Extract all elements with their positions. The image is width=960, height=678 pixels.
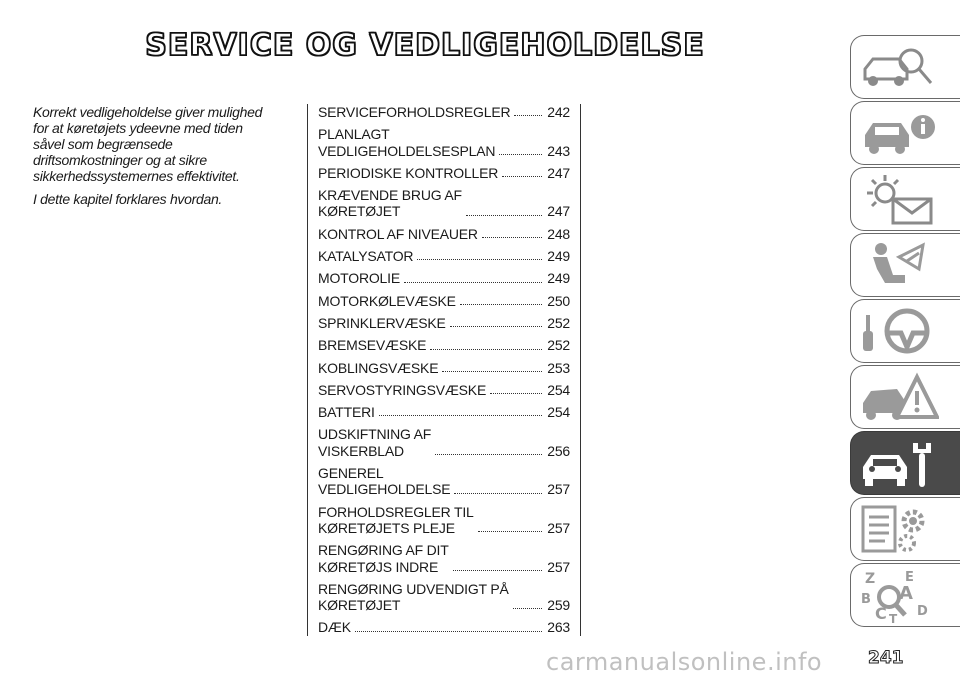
- toc-entry[interactable]: [318, 382, 570, 398]
- toc-entry-page: 254: [547, 381, 570, 398]
- toc-entry-page: 247: [547, 203, 570, 220]
- toc-entry-page: 257: [547, 481, 570, 498]
- toc-entry[interactable]: [318, 465, 570, 498]
- toc-entry[interactable]: [318, 404, 570, 420]
- toc-entry-page: 257: [547, 519, 570, 536]
- tab-car-info[interactable]: [850, 101, 960, 165]
- toc-dot-leader: [355, 631, 542, 632]
- toc-dot-leader: [450, 326, 542, 327]
- toc-entry-label: PLANLAGT VEDLIGEHOLDELSESPLAN: [318, 126, 496, 159]
- toc-dot-leader: [502, 176, 542, 177]
- toc-dot-leader: [442, 371, 542, 372]
- toc-entry[interactable]: [318, 581, 570, 614]
- toc-entry-label: KATALYSATOR: [318, 248, 414, 265]
- index-letter-t: T: [889, 612, 898, 623]
- toc-entry-label: BREMSEVÆSKE: [318, 337, 427, 354]
- toc-entry-page: 250: [547, 292, 570, 309]
- toc-entry[interactable]: [318, 126, 570, 159]
- toc-entry[interactable]: [318, 315, 570, 331]
- toc-dot-leader: [379, 415, 542, 416]
- toc-dot-leader: [499, 154, 542, 155]
- tab-index[interactable]: [850, 563, 960, 627]
- seat-airbag-icon: [859, 239, 939, 293]
- toc-dot-leader: [460, 304, 542, 305]
- toc-dot-leader: [454, 493, 542, 494]
- toc-entry-label: RENGØRING UDVENDIGT PÅ KØRETØJET: [318, 580, 509, 614]
- toc-entry-label: BATTERI: [318, 404, 375, 421]
- list-gears-icon: [859, 503, 939, 557]
- toc-entry[interactable]: [318, 293, 570, 309]
- tab-car-search[interactable]: [850, 35, 960, 99]
- toc-entry-page: 253: [547, 359, 570, 376]
- toc-entry-label: PERIODISKE KONTROLLER: [318, 164, 499, 181]
- toc-entry-page: 256: [547, 442, 570, 459]
- index-letter-b: B: [861, 592, 871, 607]
- toc-entry-page: 259: [547, 597, 570, 614]
- toc-entry-page: 249: [547, 248, 570, 265]
- toc-entry-label: FORHOLDSREGLER TIL KØRETØJETS PLEJE: [318, 503, 474, 536]
- page-number: 241: [868, 648, 904, 668]
- toc-entry-page: 254: [547, 404, 570, 421]
- index-letters-magnifier-icon: [859, 569, 939, 623]
- toc-entry[interactable]: [318, 187, 570, 220]
- toc-entry-page: 252: [547, 314, 570, 331]
- toc-entry-label: MOTORKØLEVÆSKE: [318, 292, 456, 309]
- toc-dot-leader: [404, 282, 542, 283]
- intro-paragraph-1: Korrekt vedligeholdelse giver mulighed for at køretøjets ydeevne med tiden såvel som begrænsede driftsomkostninger og at sikre sikkerhedssystemernes effektivitet.: [33, 104, 263, 184]
- key-steering-wheel-icon: [859, 305, 939, 359]
- toc-entry-label: UDSKIFTNING AF VISKERBLAD: [318, 426, 432, 459]
- toc-entry-label: GENEREL VEDLIGEHOLDELSE: [318, 465, 451, 498]
- car-warning-triangle-icon: [859, 371, 939, 425]
- column-divider-right: [580, 104, 581, 636]
- toc-entry-page: 252: [547, 337, 570, 354]
- toc-entry-label: SERVICEFORHOLDSREGLER: [318, 104, 511, 120]
- page-title: SERVICE OG VEDLIGEHOLDELSE: [145, 28, 705, 63]
- toc-dot-leader: [490, 393, 542, 394]
- toc-entry-page: 247: [547, 164, 570, 181]
- index-letter-d: D: [917, 604, 928, 619]
- index-letter-e: E: [905, 570, 914, 585]
- toc-entry[interactable]: [318, 226, 570, 242]
- toc-entry-label: SERVOSTYRINGSVÆSKE: [318, 381, 487, 398]
- table-of-contents: [318, 104, 570, 642]
- car-wrench-icon: [859, 437, 939, 491]
- toc-entry[interactable]: [318, 426, 570, 459]
- toc-entry[interactable]: [318, 337, 570, 353]
- toc-entry-page: 257: [547, 558, 570, 575]
- chapter-intro: [33, 104, 273, 214]
- index-letter-a: A: [899, 583, 913, 604]
- tab-safety[interactable]: [850, 233, 960, 297]
- toc-entry-label: DÆK: [318, 619, 351, 636]
- intro-paragraph-2: I dette kapitel forklares hvordan.: [33, 191, 223, 207]
- tab-warning-lights[interactable]: [850, 167, 960, 231]
- car-search-icon: [859, 41, 939, 95]
- toc-entry-label: KONTROL AF NIVEAUER: [318, 225, 478, 242]
- toc-entry-label: KRÆVENDE BRUG AF KØRETØJET: [318, 187, 462, 220]
- toc-dot-leader: [513, 608, 542, 609]
- toc-entry[interactable]: [318, 542, 570, 575]
- toc-entry[interactable]: [318, 619, 570, 635]
- toc-entry[interactable]: [318, 270, 570, 286]
- index-letter-c: C: [875, 604, 887, 623]
- toc-dot-leader: [417, 259, 542, 260]
- toc-dot-leader: [478, 531, 542, 532]
- toc-entry[interactable]: [318, 104, 570, 120]
- toc-entry-label: SPRINKLERVÆSKE: [318, 314, 446, 331]
- toc-entry-page: 248: [547, 225, 570, 242]
- toc-dot-leader: [514, 115, 542, 116]
- toc-entry[interactable]: [318, 504, 570, 537]
- toc-dot-leader: [453, 570, 542, 571]
- toc-entry-label: MOTOROLIE: [318, 270, 400, 287]
- toc-entry-page: 263: [547, 619, 570, 636]
- toc-entry-page: 242: [547, 104, 570, 120]
- toc-entry-label: RENGØRING AF DIT KØRETØJS INDRE: [318, 542, 449, 575]
- toc-dot-leader: [466, 215, 542, 216]
- tab-technical-data[interactable]: [850, 497, 960, 561]
- toc-entry-page: 243: [547, 142, 570, 159]
- toc-entry-page: 249: [547, 270, 570, 287]
- toc-entry[interactable]: [318, 165, 570, 181]
- watermark: carmanualsonline.info: [546, 648, 823, 676]
- toc-dot-leader: [430, 349, 542, 350]
- toc-dot-leader: [482, 237, 542, 238]
- car-info-icon: [859, 107, 939, 161]
- tab-emergency[interactable]: [850, 365, 960, 429]
- toc-dot-leader: [435, 454, 542, 455]
- index-letter-z: Z: [865, 571, 876, 587]
- tab-service-maintenance[interactable]: [850, 431, 960, 495]
- toc-entry[interactable]: [318, 248, 570, 264]
- column-divider-left: [307, 104, 308, 636]
- toc-entry[interactable]: [318, 360, 570, 376]
- toc-entry-label: KOBLINGSVÆSKE: [318, 359, 439, 376]
- tab-starting-driving[interactable]: [850, 299, 960, 363]
- warning-light-message-icon: [859, 173, 939, 227]
